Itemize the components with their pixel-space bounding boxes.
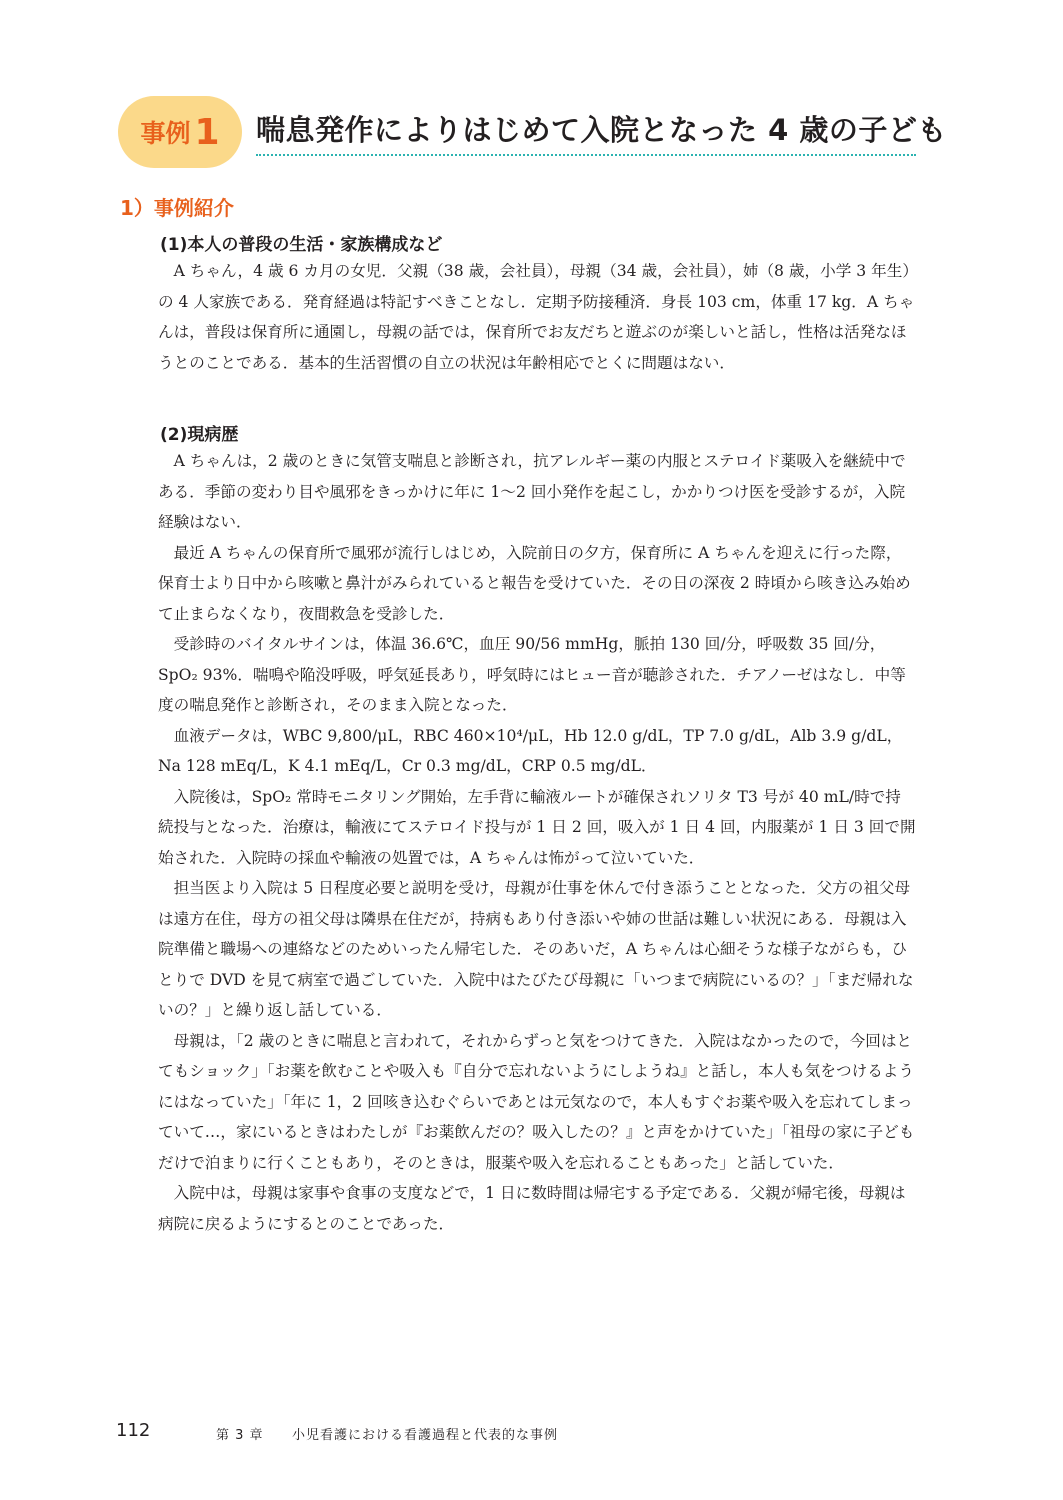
case-badge — [118, 96, 242, 168]
case-badge-label: 事例 — [140, 119, 191, 148]
subsection-body-family — [158, 256, 916, 378]
footer-chapter-title: 小児看護における看護過程と代表的な事例 — [292, 1428, 559, 1443]
subsection-heading-family: (1)本人の普段の生活・家族構成など — [160, 235, 443, 255]
paragraph: 血液データは，WBC 9,800/μL，RBC 460×10⁴/μL，Hb 12.0 g/dL，TP 7.0 g/dL，Alb 3.9 g/dL，Na 128 mEq/L，K 4.1 mEq/L，Cr 0.3 mg/dL，CRP 0.5 mg/dL． — [158, 726, 903, 775]
case-badge-number: 1 — [194, 111, 220, 153]
paragraph: 入院中は，母親は家事や食事の支度などで，1 日に数時間は帰宅する予定である．父親が帰宅後，母親は病院に戻るようにするとのことであった． — [158, 1184, 906, 1233]
section-heading: 1）事例紹介 — [120, 196, 234, 220]
case-header — [118, 96, 947, 168]
page-number: 112 — [116, 1420, 151, 1441]
case-title-rule — [256, 154, 916, 156]
paragraph: A ちゃんは，2 歳のときに気管支喘息と診断され，抗アレルギー薬の内服とステロイド薬吸入を継続中である．季節の変わり目や風邪をきっかけに年に 1〜2 回小発作を起こし，かかりつけ医を受診するが，入院経験はない． — [158, 452, 906, 531]
subsection-heading-history: (2)現病歴 — [160, 425, 239, 445]
paragraph: 担当医より入院は 5 日程度必要と説明を受け，母親が仕事を休んで付き添うこととなった．父方の祖父母は遠方在住，母方の祖父母は隣県在住だが，持病もあり付き添いや姉の世話は難しい状況にある．母親は入院準備と職場への連絡などのためいったん帰宅した．そのあいだ，A ちゃんは心細そうな様子ながらも，ひとりで DVD を見て病室で過ごしていた．入院中はたびたび母親に「いつまで病院にいるの？」「まだ帰れないの？」と繰り返し話している． — [158, 879, 914, 1019]
paragraph: 入院後は，SpO₂ 常時モニタリング開始，左手背に輸液ルートが確保されソリタ T3 号が 40 mL/時で持続投与となった．治療は，輸液にてステロイド投与が 1 日 2 回，吸入が 1 日 4 回，内服薬が 1 日 3 回で開始された．入院時の採血や輸液の処置では，A ちゃんは怖がって泣いていた． — [158, 787, 916, 867]
paragraph: 受診時のバイタルサインは，体温 36.6℃，血圧 90/56 mmHg，脈拍 130 回/分，呼吸数 35 回/分，SpO₂ 93%．喘鳴や陥没呼吸，呼気延長あり，呼気時にはヒュー音が聴診された．チアノーゼはなし．中等度の喘息発作と診断され，そのまま入院となった． — [158, 635, 906, 714]
paragraph: 母親は，「2 歳のときに喘息と言われて，それからずっと気をつけてきた．入院はなかったので，今回はとてもショック」「お薬を飲むことや吸入も『自分で忘れないようにしようね』と話し，本人も気をつけるようにはなっていた」「年に 1，2 回咳き込むぐらいであとは元気なので，本人もすぐお薬や吸入を忘れてしまっていて…，家にいるときはわたしが『お薬飲んだの？吸入したの？』と声をかけていた」「祖母の家に子どもだけで泊まりに行くこともあり，そのときは，服薬や吸入を忘れることもあった」と話していた． — [158, 1031, 915, 1172]
paragraph: A ちゃん，4 歳 6 カ月の女児．父親（38 歳，会社員），母親（34 歳，会社員），姉（8 歳，小学 3 年生）の 4 人家族である．発育経過は特記すべきことなし．定期予防接種済．身長 103 cm，体重 17 kg．A ちゃんは，普段は保育所に通園し，母親の話では，保育所でお友だちと遊ぶのが楽しいと話し，性格は活発なほうとのことである．基本的生活習慣の自立の状況は年齢相応でとくに問題はない． — [158, 262, 915, 372]
case-title: 喘息発作によりはじめて入院となった 4 歳の子ども — [256, 113, 947, 147]
paragraph: 最近 A ちゃんの保育所で風邪が流行しはじめ，入院前日の夕方，保育所に A ちゃんを迎えに行った際，保育士より日中から咳嗽と鼻汁がみられていると報告を受けていた．その日の深夜 2 時頃から咳き込み始めて止まらなくなり，夜間救急を受診した． — [158, 543, 911, 623]
subsection-body-history — [158, 446, 916, 1239]
footer-chapter: 第 3 章 — [216, 1428, 264, 1443]
